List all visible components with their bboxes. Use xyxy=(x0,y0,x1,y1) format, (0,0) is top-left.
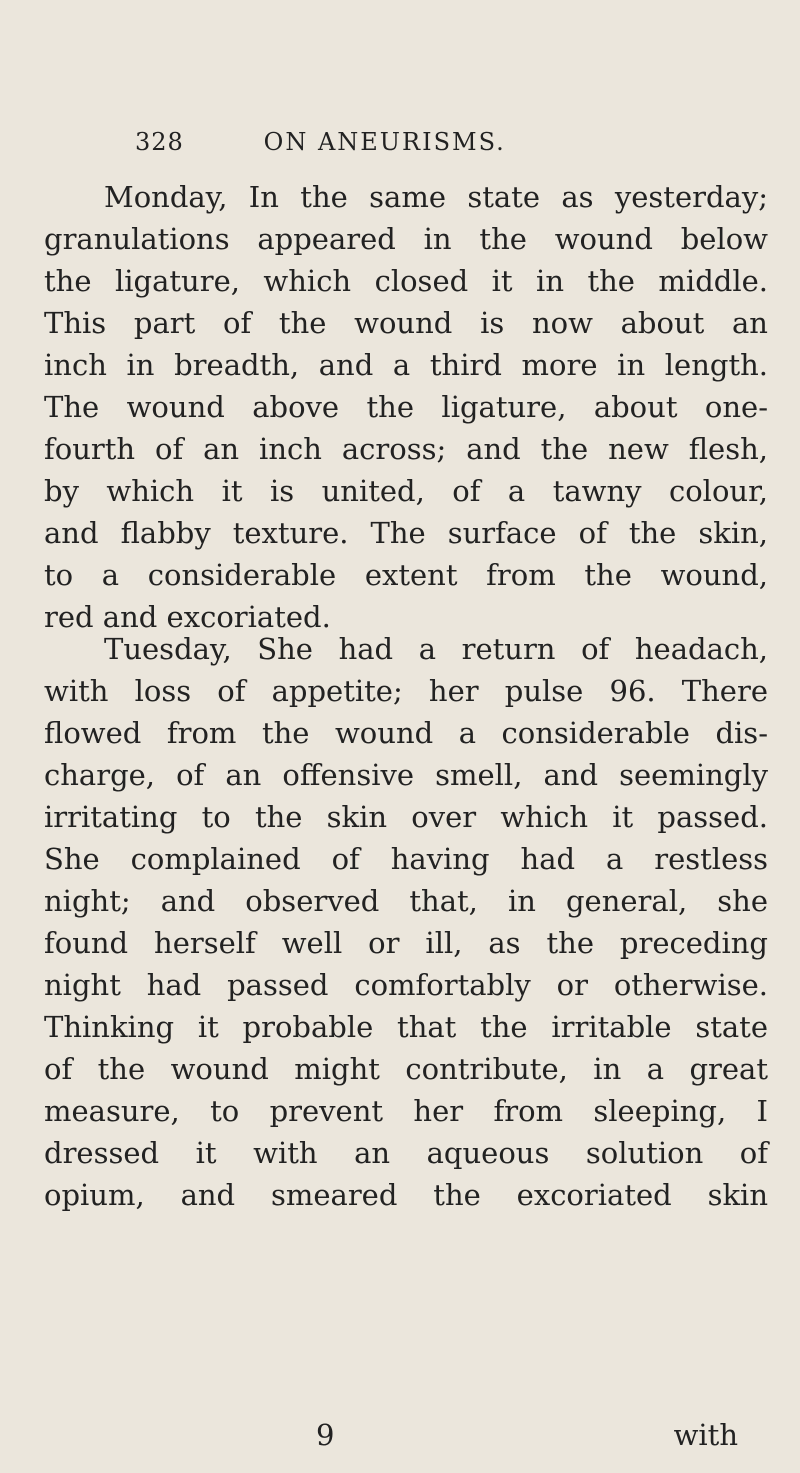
text-line: Monday, In the same state as yesterday; xyxy=(104,180,768,214)
text-line: dressed it with an aqueous solution of xyxy=(44,1136,768,1170)
text-line: to a considerable extent from the wound, xyxy=(44,558,768,592)
text-line: The wound above the ligature, about one- xyxy=(44,390,768,424)
text-line: red and excoriated. xyxy=(44,600,331,634)
text-line: opium, and smeared the excoriated skin xyxy=(44,1178,768,1212)
text-line: This part of the wound is now about an xyxy=(44,306,768,340)
text-line: She complained of having had a restless xyxy=(44,842,768,876)
text-line: night had passed comfortably or otherwise. xyxy=(44,968,768,1002)
text-line: found herself well or ill, as the preceding xyxy=(44,926,768,960)
page-header xyxy=(135,128,695,156)
text-line: the ligature, which closed it in the middle. xyxy=(44,264,768,298)
signature-mark: 9 xyxy=(316,1418,335,1452)
running-head: ON ANEURISMS. xyxy=(263,128,506,156)
text-line: inch in breadth, and a third more in length. xyxy=(44,348,768,382)
text-line: Thinking it probable that the irritable state xyxy=(44,1010,768,1044)
text-line: flowed from the wound a considerable dis- xyxy=(44,716,768,750)
page-number: 328 xyxy=(135,128,184,156)
paragraph-monday xyxy=(44,176,768,638)
text-line: by which it is united, of a tawny colour, xyxy=(44,474,768,508)
text-line: night; and observed that, in general, she xyxy=(44,884,768,918)
text-line: granulations appeared in the wound below xyxy=(44,222,768,256)
text-line: with loss of appetite; her pulse 96. There xyxy=(44,674,768,708)
text-line: measure, to prevent her from sleeping, I xyxy=(44,1094,768,1128)
text-line: and flabby texture. The surface of the skin, xyxy=(44,516,768,550)
text-line: irritating to the skin over which it passed. xyxy=(44,800,768,834)
text-line: charge, of an offensive smell, and seemingly xyxy=(44,758,768,792)
catchword: with xyxy=(673,1418,738,1452)
paragraph-tuesday xyxy=(44,628,768,1216)
text-line: Tuesday, She had a return of headach, xyxy=(104,632,768,666)
text-line: of the wound might contribute, in a great xyxy=(44,1052,768,1086)
text-line: fourth of an inch across; and the new flesh, xyxy=(44,432,768,466)
